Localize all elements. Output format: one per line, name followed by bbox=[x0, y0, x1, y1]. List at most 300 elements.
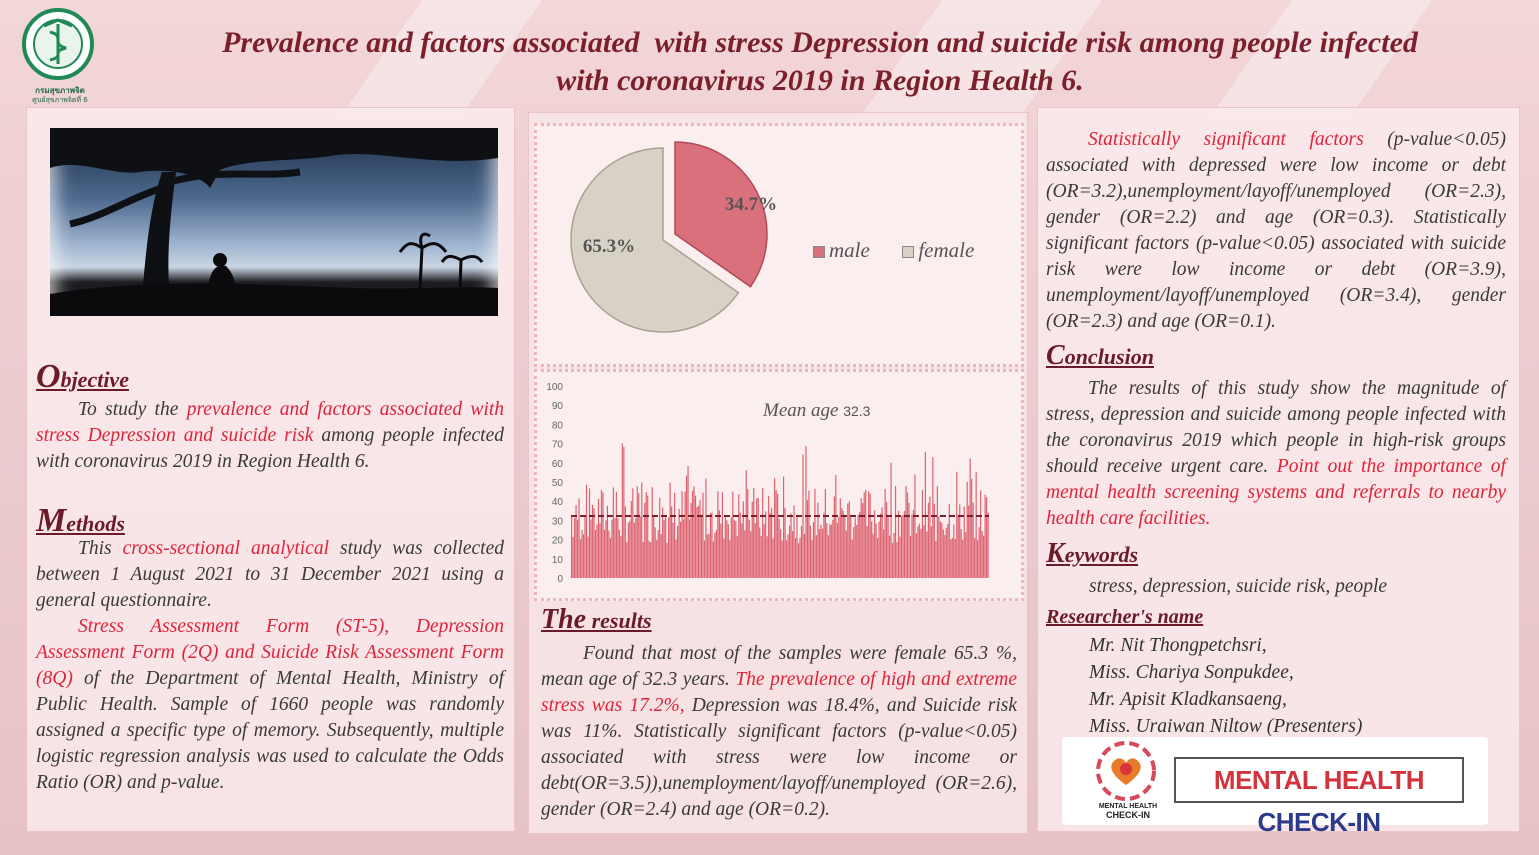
age-bar bbox=[783, 477, 784, 578]
age-bar bbox=[779, 519, 780, 578]
age-bar bbox=[732, 492, 733, 578]
age-bar bbox=[961, 529, 962, 578]
age-bar bbox=[684, 492, 685, 578]
conclusion-text-pre: The results of this study show the magnitude of stress, depression and suicide among people infected with the coronavirus 2019 which people in high-risk groups should receive urgent care. bbox=[1046, 378, 1506, 477]
age-bar bbox=[952, 538, 953, 578]
methods-p2-highlight: Stress Assessment Form (ST-5), Depression Assessment Form (2Q) and Suicide Risk Assessment Form (8Q) bbox=[36, 616, 504, 689]
age-bar bbox=[643, 542, 644, 578]
age-bar bbox=[795, 538, 796, 578]
age-bar bbox=[752, 502, 753, 578]
age-bar bbox=[652, 487, 653, 578]
age-bar bbox=[755, 523, 756, 578]
age-bar bbox=[605, 520, 606, 578]
age-bar bbox=[728, 524, 729, 578]
age-bar bbox=[677, 526, 678, 578]
age-bar bbox=[885, 489, 886, 578]
age-bar bbox=[601, 490, 602, 578]
title-line2: with coronavirus 2019 in Region Health 6. bbox=[556, 64, 1084, 97]
age-bar bbox=[744, 530, 745, 578]
age-bar bbox=[835, 475, 836, 578]
age-bar bbox=[862, 503, 863, 578]
age-bar bbox=[708, 534, 709, 578]
age-bar bbox=[777, 494, 778, 578]
age-bar bbox=[923, 525, 924, 578]
age-bar bbox=[668, 517, 669, 578]
age-bar bbox=[793, 505, 794, 578]
y-tick-label: 80 bbox=[551, 420, 563, 432]
age-bar bbox=[922, 490, 923, 578]
mean-age-label bbox=[763, 400, 870, 422]
logo-line2: ศูนย์สุขภาพจิตที่ 6 bbox=[32, 96, 88, 104]
age-bar bbox=[929, 497, 930, 578]
age-bar bbox=[816, 535, 817, 578]
age-bar bbox=[853, 527, 854, 578]
age-bar bbox=[946, 528, 947, 578]
age-bar bbox=[571, 515, 572, 578]
researcher-name: Mr. Apisit Kladkansaeng, bbox=[1089, 689, 1287, 710]
age-bar bbox=[944, 535, 945, 578]
age-bar bbox=[711, 513, 712, 578]
factors-text bbox=[1046, 127, 1506, 335]
age-bar bbox=[820, 525, 821, 578]
methods-heading bbox=[36, 502, 125, 540]
age-bar bbox=[910, 536, 911, 578]
age-bar bbox=[673, 523, 674, 578]
age-bar bbox=[973, 502, 974, 578]
age-bar bbox=[837, 523, 838, 578]
pie-data-label-male: 34.7% bbox=[724, 194, 778, 215]
age-bar bbox=[704, 540, 705, 578]
objective-text-post: among people infected with coronavirus 2019 in Region Health 6. bbox=[36, 425, 504, 472]
age-bar bbox=[661, 534, 662, 578]
ministry-logo bbox=[18, 6, 98, 106]
age-bar bbox=[640, 516, 641, 578]
age-bar bbox=[620, 536, 621, 578]
age-bar bbox=[753, 488, 754, 578]
conclusion-heading-initial: C bbox=[1046, 340, 1065, 371]
age-bar bbox=[781, 541, 782, 578]
age-bar bbox=[701, 515, 702, 578]
age-bar bbox=[905, 486, 906, 578]
age-bar bbox=[634, 523, 635, 578]
age-bar bbox=[971, 479, 972, 578]
age-bar bbox=[580, 539, 581, 578]
objective-heading-rest: bjective bbox=[60, 367, 129, 392]
age-bar bbox=[877, 538, 878, 578]
age-bar bbox=[599, 523, 600, 578]
age-bar bbox=[586, 485, 587, 578]
age-bar bbox=[902, 515, 903, 578]
age-bar bbox=[819, 529, 820, 578]
age-bar bbox=[844, 515, 845, 578]
age-bar bbox=[843, 511, 844, 578]
age-bar bbox=[958, 515, 959, 578]
age-bar bbox=[964, 507, 965, 578]
age-bar bbox=[717, 491, 718, 578]
keywords-heading-initial: K bbox=[1046, 538, 1065, 569]
age-bar bbox=[625, 507, 626, 578]
age-bar bbox=[619, 530, 620, 578]
age-bar bbox=[631, 501, 632, 578]
age-bar bbox=[572, 537, 573, 578]
age-bar bbox=[908, 503, 909, 578]
age-bar bbox=[690, 503, 691, 578]
age-bar bbox=[716, 530, 717, 578]
age-bar bbox=[590, 519, 591, 578]
age-bar bbox=[723, 539, 724, 578]
age-bar bbox=[859, 512, 860, 578]
age-bar bbox=[780, 529, 781, 578]
age-bar bbox=[796, 515, 797, 578]
age-bar bbox=[829, 524, 830, 578]
results-heading-initial: The bbox=[541, 604, 587, 635]
age-bar bbox=[953, 525, 954, 578]
age-bar bbox=[664, 520, 665, 578]
age-bar bbox=[614, 518, 615, 578]
methods-heading-rest: ethods bbox=[66, 511, 125, 536]
age-bar bbox=[743, 501, 744, 578]
age-bar bbox=[578, 498, 579, 578]
age-bar bbox=[628, 523, 629, 578]
age-bar bbox=[967, 482, 968, 578]
age-bar bbox=[920, 529, 921, 578]
age-bar bbox=[729, 540, 730, 578]
age-bar bbox=[583, 534, 584, 578]
y-tick-label: 50 bbox=[551, 478, 563, 489]
age-bar bbox=[641, 483, 642, 578]
age-bar bbox=[976, 472, 977, 578]
age-bar bbox=[931, 526, 932, 578]
age-bar bbox=[813, 522, 814, 578]
age-bar bbox=[899, 537, 900, 578]
age-bar bbox=[864, 493, 865, 578]
factors-text-post: (p-value<0.05) associated with depressed were low income or debt (OR=3.2),unemployment/layoff/unemployed (OR=2.3), gender (OR=2.2) and age (OR=0.3). Statistically significant factors (p-value<0.05) associated with suicide risk were low income or debt (OR=3.9), unemployment/layoff/unemployed (OR=3.4), gender (OR=2.3) and age (OR=0.1). bbox=[1046, 129, 1506, 332]
age-bar bbox=[737, 536, 738, 578]
age-bar bbox=[617, 518, 618, 578]
results-text-post: Depression was 18.4%, and Suicide risk was 11%. Statistically significant factors (p-value<0.05) associated with stress were low income or debt(OR=3.5)),unemployment/layoff/unemployed (OR=2.6), gender (OR=2.4) and age (OR=0.2). bbox=[541, 695, 1017, 820]
age-bar bbox=[817, 503, 818, 578]
age-bar bbox=[598, 499, 599, 578]
age-bar bbox=[647, 496, 648, 578]
age-bar bbox=[695, 496, 696, 578]
age-bar bbox=[719, 510, 720, 578]
age-bar bbox=[773, 538, 774, 578]
age-bars bbox=[571, 444, 989, 578]
methods-p2-post: of the Department of Mental Health, Ministry of Public Health. Sample of 1660 people was randomly assigned a specific type of memory. Subsequently, multiple logistic regression analysis was used to calculate the Odds Ratio (OR) and p-value. bbox=[36, 668, 504, 793]
age-bar-chart-box bbox=[534, 369, 1024, 601]
age-bar bbox=[637, 486, 638, 578]
age-bar bbox=[734, 520, 735, 578]
age-bar bbox=[849, 502, 850, 578]
age-bar bbox=[970, 459, 971, 578]
age-bar bbox=[595, 530, 596, 578]
age-bar bbox=[892, 543, 893, 578]
age-bar bbox=[608, 531, 609, 578]
age-bar bbox=[653, 515, 654, 578]
researcher-name: Miss. Uraiwan Niltow (Presenters) bbox=[1089, 716, 1363, 737]
age-bar bbox=[680, 522, 681, 578]
age-bar bbox=[938, 516, 939, 578]
age-bar bbox=[750, 531, 751, 578]
badge-word-b: CHECK-IN bbox=[1257, 807, 1381, 837]
age-bar bbox=[886, 502, 887, 578]
age-bar bbox=[593, 508, 594, 578]
badge-wordmark bbox=[1174, 757, 1464, 837]
age-bar bbox=[831, 525, 832, 578]
age-bar bbox=[687, 466, 688, 578]
age-bar bbox=[876, 524, 877, 578]
age-bar bbox=[768, 496, 769, 578]
age-bar bbox=[629, 521, 630, 578]
logo-line1: กรมสุขภาพจิต bbox=[35, 86, 85, 95]
age-bar bbox=[584, 515, 585, 578]
age-bar bbox=[919, 524, 920, 578]
age-bar bbox=[949, 504, 950, 578]
age-bar bbox=[804, 534, 805, 578]
age-bar bbox=[622, 444, 623, 578]
photo bbox=[50, 128, 498, 316]
pie-legend bbox=[813, 238, 974, 263]
age-bar bbox=[928, 503, 929, 578]
age-bar bbox=[626, 542, 627, 578]
age-bar bbox=[858, 515, 859, 578]
title-line1: Prevalence and factors associated with stress Depression and suicide risk among people infected bbox=[222, 26, 1418, 59]
conclusion-heading-rest: onclusion bbox=[1064, 344, 1154, 369]
methods-p1-pre: This bbox=[78, 538, 123, 559]
badge-small-line2: CHECK-IN bbox=[1106, 810, 1150, 820]
age-bar bbox=[893, 533, 894, 578]
age-bar bbox=[955, 539, 956, 578]
results-text-pre: Found that most of the samples were female 65.3 %, mean age of 32.3 years. bbox=[541, 643, 1017, 690]
objective-text-highlight: prevalence and factors associated with stress Depression and suicide risk bbox=[36, 399, 505, 446]
age-bar bbox=[798, 543, 799, 578]
age-bar bbox=[674, 493, 675, 578]
age-bar bbox=[887, 515, 888, 578]
age-bar bbox=[762, 488, 763, 578]
y-tick-label: 0 bbox=[557, 574, 563, 585]
age-bar bbox=[692, 491, 693, 578]
age-bar bbox=[616, 492, 617, 578]
age-bar bbox=[602, 493, 603, 578]
age-bar bbox=[765, 511, 766, 578]
age-bar bbox=[904, 511, 905, 578]
age-bar bbox=[901, 516, 902, 578]
age-bar bbox=[758, 498, 759, 578]
age-bar bbox=[604, 530, 605, 578]
age-bar bbox=[907, 493, 908, 578]
age-bar bbox=[983, 536, 984, 578]
age-bar bbox=[870, 493, 871, 578]
age-bar bbox=[714, 533, 715, 578]
age-bar bbox=[787, 534, 788, 578]
age-bar bbox=[823, 513, 824, 578]
age-bar bbox=[932, 457, 933, 578]
y-tick-label: 70 bbox=[551, 439, 563, 451]
age-bar bbox=[855, 517, 856, 578]
y-tick-label: 90 bbox=[551, 401, 563, 413]
keywords-text: stress, depression, suicide risk, people bbox=[1089, 576, 1388, 597]
results-heading-rest: results bbox=[586, 608, 652, 633]
age-bar bbox=[913, 510, 914, 578]
age-bar bbox=[589, 488, 590, 578]
age-bar bbox=[882, 507, 883, 578]
age-bar bbox=[681, 491, 682, 578]
age-bar bbox=[774, 478, 775, 578]
age-bar bbox=[646, 492, 647, 578]
age-bar bbox=[926, 531, 927, 578]
age-bar bbox=[937, 486, 938, 578]
conclusion-text bbox=[1046, 376, 1506, 532]
age-bar bbox=[846, 530, 847, 578]
age-bar bbox=[868, 491, 869, 578]
age-bar bbox=[799, 538, 800, 578]
age-bar bbox=[689, 519, 690, 578]
age-bar bbox=[834, 496, 835, 578]
age-bar bbox=[943, 529, 944, 578]
age-bar bbox=[771, 508, 772, 578]
age-bar bbox=[676, 540, 677, 578]
age-bar bbox=[841, 508, 842, 578]
age-bar bbox=[726, 520, 727, 578]
age-bar bbox=[828, 535, 829, 578]
age-bar bbox=[941, 523, 942, 578]
age-bar bbox=[747, 489, 748, 578]
age-bar bbox=[678, 509, 679, 578]
methods-p1-post: study was collected between 1 August 2021 to 31 December 2021 using a general questionnaire. bbox=[36, 538, 504, 611]
age-bar bbox=[956, 472, 957, 578]
age-bar bbox=[696, 507, 697, 578]
age-bar bbox=[801, 526, 802, 578]
age-bar bbox=[898, 511, 899, 578]
age-bar bbox=[770, 513, 771, 578]
age-bar bbox=[935, 541, 936, 578]
age-bar bbox=[764, 524, 765, 578]
conclusion-heading bbox=[1046, 340, 1154, 372]
age-bar bbox=[613, 487, 614, 578]
results-heading bbox=[541, 604, 652, 636]
age-bar bbox=[786, 540, 787, 578]
keywords-heading bbox=[1046, 538, 1138, 570]
age-bar bbox=[871, 521, 872, 578]
age-bar bbox=[735, 521, 736, 578]
age-bar bbox=[896, 542, 897, 578]
age-bar bbox=[662, 507, 663, 578]
age-bar bbox=[665, 516, 666, 578]
age-bar bbox=[587, 536, 588, 578]
age-bar bbox=[838, 517, 839, 578]
objective-text bbox=[36, 397, 504, 475]
age-bar bbox=[667, 543, 668, 578]
age-bar bbox=[950, 539, 951, 578]
age-bar bbox=[917, 526, 918, 578]
age-bar bbox=[650, 542, 651, 578]
mean-age-value: 32.3 bbox=[843, 403, 871, 419]
age-bar bbox=[741, 524, 742, 578]
age-bar bbox=[659, 498, 660, 578]
age-bar bbox=[979, 527, 980, 578]
age-bar bbox=[925, 452, 926, 578]
age-bar bbox=[658, 530, 659, 578]
age-bar bbox=[644, 503, 645, 578]
age-bar bbox=[759, 528, 760, 578]
age-bar bbox=[635, 518, 636, 578]
objective-text-pre: To study the bbox=[78, 399, 187, 420]
age-bar bbox=[856, 525, 857, 578]
age-bar bbox=[883, 529, 884, 578]
y-tick-label: 10 bbox=[551, 554, 563, 566]
age-bar bbox=[988, 513, 989, 578]
age-bar bbox=[725, 516, 726, 578]
age-bar bbox=[986, 497, 987, 578]
y-tick-label: 30 bbox=[551, 516, 563, 528]
age-bar bbox=[740, 513, 741, 578]
age-bar bbox=[655, 527, 656, 578]
age-bar bbox=[982, 531, 983, 578]
poster-title bbox=[120, 24, 1520, 100]
age-bar bbox=[914, 474, 915, 578]
age-bar bbox=[974, 538, 975, 578]
age-bar bbox=[977, 540, 978, 578]
age-bar bbox=[713, 541, 714, 578]
age-bar bbox=[670, 483, 671, 578]
badge-small-line1: MENTAL HEALTH bbox=[1098, 803, 1158, 810]
badge-word-a: MENTAL HEALTH bbox=[1213, 765, 1425, 795]
methods-p1-highlight: cross-sectional analytical bbox=[122, 538, 329, 559]
y-tick-label: 40 bbox=[551, 497, 563, 509]
age-bar bbox=[865, 490, 866, 578]
age-bar bbox=[705, 479, 706, 578]
age-bar bbox=[895, 486, 896, 578]
age-bar bbox=[805, 446, 806, 578]
age-bar bbox=[916, 533, 917, 578]
legend-label-female: female bbox=[918, 238, 975, 262]
badge-small-text bbox=[1078, 803, 1178, 819]
age-bar bbox=[890, 463, 891, 578]
y-tick-label: 60 bbox=[551, 458, 563, 470]
age-bar bbox=[814, 489, 815, 578]
age-bar bbox=[832, 520, 833, 578]
age-bar bbox=[847, 504, 848, 578]
age-bar bbox=[776, 490, 777, 578]
objective-heading-initial: O bbox=[36, 358, 61, 395]
age-bar bbox=[911, 514, 912, 578]
age-bar bbox=[756, 499, 757, 578]
pie-chart-box bbox=[534, 123, 1024, 367]
age-bar bbox=[808, 491, 809, 578]
results-text bbox=[541, 641, 1017, 823]
age-bar bbox=[686, 476, 687, 578]
age-bar bbox=[792, 531, 793, 578]
researcher-list bbox=[1089, 632, 1362, 740]
age-bar bbox=[790, 513, 791, 578]
age-bar bbox=[962, 540, 963, 578]
age-bar bbox=[632, 488, 633, 578]
age-bar bbox=[731, 517, 732, 578]
age-bar bbox=[749, 520, 750, 578]
age-bar bbox=[852, 540, 853, 578]
age-bar bbox=[811, 540, 812, 578]
age-bar bbox=[889, 536, 890, 578]
age-bar bbox=[807, 500, 808, 578]
age-bar bbox=[980, 491, 981, 578]
age-bar bbox=[761, 536, 762, 578]
age-bar bbox=[767, 536, 768, 578]
age-bar bbox=[611, 520, 612, 578]
age-bar bbox=[789, 526, 790, 578]
results-text-highlight: The prevalence of high and extreme stress was 17.2%, bbox=[541, 669, 1017, 716]
age-bar bbox=[693, 486, 694, 578]
age-bar bbox=[596, 524, 597, 578]
